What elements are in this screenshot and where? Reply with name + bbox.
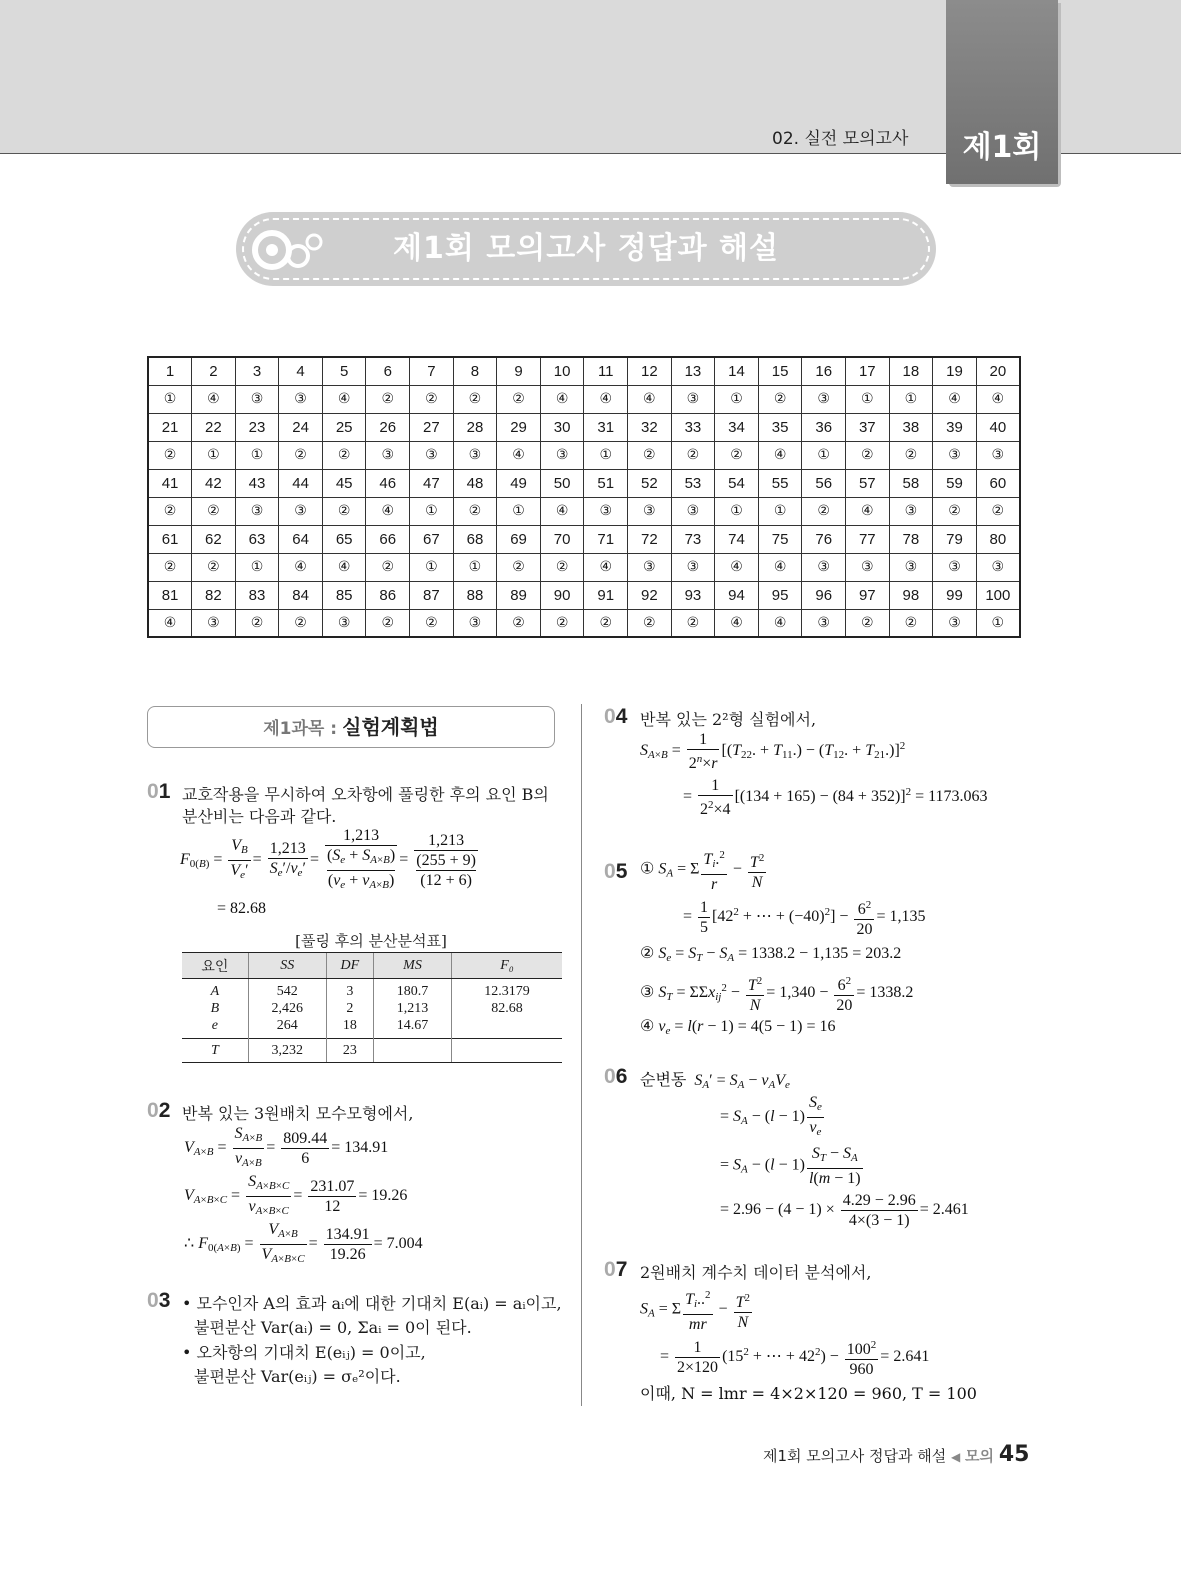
answer-cell: ④ [758,553,802,581]
anova-value: B [210,1001,220,1016]
round-tab-label: 제1회 [962,130,1042,165]
question-number-cell: 98 [889,581,933,609]
question-number-cell: 15 [758,357,802,385]
q04-text-line1: 반복 있는 2²형 실험에서, [640,710,817,729]
question-number-cell: 63 [235,525,279,553]
answer-cell: ② [410,609,454,637]
question-number-07: 07 [604,1258,628,1281]
question-number-cell: 43 [235,469,279,497]
q05-step1b: = $\frac{1}{5}$ [$42^2$ + ⋯ + $(-40)^2$] − $\frac{6^2}{20}$ = 1,135 [683,899,926,938]
question-number-cell: 76 [802,525,846,553]
question-number-cell: 91 [584,581,628,609]
answer-cell: ② [846,441,890,469]
answer-cell: ④ [192,385,236,413]
answer-cell: ③ [279,385,323,413]
answer-cell: ③ [802,609,846,637]
answer-grid [147,356,1021,638]
footer-text: 제1회 모의고사 정답과 해설 [763,1447,947,1465]
answer-cell: ③ [628,497,672,525]
answer-cell: ④ [279,553,323,581]
answer-cell: ④ [976,385,1020,413]
answer-cell: ① [715,497,759,525]
question-number-cell: 88 [453,581,497,609]
question-number-cell: 82 [192,581,236,609]
question-number-cell: 18 [889,357,933,385]
q07-formula-2: = $\frac{1}{2\times 120}$ ($15^2$ + ⋯ + $42^2$) − $\frac{100^2}{960}$ = 2.641 [660,1339,930,1378]
question-number-cell: 1 [148,357,192,385]
anova-total-cell [452,1039,562,1063]
anova-header-cell: 요인 [182,953,248,979]
q07-text-line1: 2원배치 계수치 데이터 분석에서, [640,1263,872,1282]
question-number-cell: 11 [584,357,628,385]
anova-column-cell [248,979,326,1039]
question-number-02: 02 [147,1099,171,1122]
answer-grid-answer-row [148,497,1020,525]
answer-cell: ② [497,553,541,581]
answer-cell: ① [802,441,846,469]
question-number-cell: 7 [410,357,454,385]
q04-formula-1: $S_{A\times B}$ = $\frac{1}{2^n\times r}$ [($T_{22}$. + $T_{11}.) - (T_{12}$. + $T_{21}.)]^2$ [640,731,906,772]
answer-grid-number-row [148,469,1020,497]
answer-cell: ④ [933,385,977,413]
answer-cell: ③ [802,553,846,581]
anova-header-cell: DF [326,953,373,979]
anova-total-cell: 3,232 [248,1039,326,1063]
question-number-cell: 8 [453,357,497,385]
question-number-cell: 38 [889,413,933,441]
anova-value: 1,213 [396,1001,429,1016]
question-number-cell: 73 [671,525,715,553]
answer-grid-answer-row [148,385,1020,413]
question-number-cell: 44 [279,469,323,497]
question-number-01: 01 [147,780,171,803]
question-number-cell: 32 [628,413,672,441]
subject-prefix: 제1과목 : [263,719,338,739]
question-number-cell: 89 [497,581,541,609]
answer-grid-number-row [148,581,1020,609]
question-number-cell: 16 [802,357,846,385]
question-number-03: 03 [147,1289,171,1312]
answer-cell: ② [279,609,323,637]
question-number-cell: 87 [410,581,454,609]
question-number-04: 04 [604,705,628,728]
answer-cell: ② [889,441,933,469]
question-number-cell: 49 [497,469,541,497]
answer-cell: ② [192,553,236,581]
answer-cell: ③ [453,609,497,637]
answer-cell: ② [889,609,933,637]
answer-cell: ① [976,609,1020,637]
question-number-cell: 94 [715,581,759,609]
question-number-cell: 59 [933,469,977,497]
answer-cell: ③ [322,609,366,637]
answer-cell: ① [497,497,541,525]
question-number-cell: 23 [235,413,279,441]
question-number-cell: 5 [322,357,366,385]
answer-cell: ① [235,441,279,469]
question-number-cell: 40 [976,413,1020,441]
question-number-cell: 20 [976,357,1020,385]
q03-bullet1-line2: 불편분산 Var(aᵢ) = 0, Σaᵢ = 0이 된다. [194,1318,472,1337]
answer-cell: ① [846,385,890,413]
answer-cell: ② [279,441,323,469]
q01-text-line1: 교호작용을 무시하여 오차항에 풀링한 후의 요인 B의 [182,785,549,804]
question-number-cell: 95 [758,581,802,609]
answer-cell: ④ [322,553,366,581]
question-number-cell: 80 [976,525,1020,553]
question-number-cell: 46 [366,469,410,497]
q07-note: 이때, N = lmr = 4×2×120 = 960, T = 100 [640,1384,977,1403]
answer-cell: ③ [279,497,323,525]
question-number-cell: 84 [279,581,323,609]
anova-total-cell: 23 [326,1039,373,1063]
question-number-cell: 85 [322,581,366,609]
anova-total-cell [373,1039,451,1063]
question-number-cell: 50 [540,469,584,497]
anova-value: 2,426 [271,1001,303,1016]
answer-cell: ③ [628,553,672,581]
question-number-cell: 21 [148,413,192,441]
anova-column-cell [373,979,451,1039]
answer-cell: ③ [584,497,628,525]
answer-cell: ③ [410,441,454,469]
answer-cell: ① [715,385,759,413]
question-number-cell: 34 [715,413,759,441]
question-number-cell: 67 [410,525,454,553]
anova-value: 14.67 [396,1018,429,1033]
answer-cell: ④ [322,385,366,413]
q02-formula-2: $V_{A\times B\times C}$ = $\frac{S_{A\times B\times C}}{\nu_{A\times B\times C}}$ = $\frac{231.07}{12}$ = 19.26 [184,1172,407,1221]
question-number-cell: 57 [846,469,890,497]
answer-cell: ② [366,553,410,581]
question-number-cell: 62 [192,525,236,553]
answer-cell: ④ [758,609,802,637]
q03-bullet2-line2: 불편분산 Var(eᵢⱼ) = σₑ²이다. [194,1367,401,1386]
question-number-cell: 56 [802,469,846,497]
question-number-cell: 79 [933,525,977,553]
question-number-cell: 74 [715,525,759,553]
question-number-cell: 86 [366,581,410,609]
q02-text-line1: 반복 있는 3원배치 모수모형에서, [182,1104,414,1123]
question-number-cell: 97 [846,581,890,609]
answer-cell: ③ [976,553,1020,581]
question-number-cell: 93 [671,581,715,609]
answer-cell: ④ [584,385,628,413]
q03-bullet1-line1: • 모수인자 A의 효과 aᵢ에 대한 기대치 E(aᵢ) = aᵢ이고, [182,1294,562,1313]
anova-value: 18 [342,1018,357,1033]
answer-cell: ② [802,497,846,525]
question-number-cell: 26 [366,413,410,441]
answer-cell: ④ [715,553,759,581]
answer-cell: ② [148,497,192,525]
question-number-cell: 10 [540,357,584,385]
answer-cell: ④ [758,441,802,469]
answer-cell: ② [366,385,410,413]
answer-cell: ② [671,441,715,469]
answer-cell: ③ [889,553,933,581]
anova-table [182,952,562,1063]
column-divider [581,704,582,1406]
title-banner [236,212,936,286]
question-number-cell: 61 [148,525,192,553]
question-number-cell: 75 [758,525,802,553]
page-title: 제1회 모의고사 정답과 해설 [393,231,779,266]
question-number-cell: 2 [192,357,236,385]
q02-formula-1: $V_{A\times B}$ = $\frac{S_{A\times B}}{\nu_{A\times B}}$ = $\frac{809.44}{6}$ = 134.91 [184,1124,388,1173]
question-number-cell: 9 [497,357,541,385]
answer-cell: ① [889,385,933,413]
question-number-cell: 42 [192,469,236,497]
answer-cell: ② [715,441,759,469]
question-number-cell: 31 [584,413,628,441]
answer-cell: ③ [671,385,715,413]
q06-formula-2: = $S_A - (l - 1)$ $\frac{S_e}{\nu_e}$ [720,1093,826,1142]
anova-value: 3 [346,984,354,999]
question-number-cell: 14 [715,357,759,385]
answer-cell: ② [235,609,279,637]
question-number-cell: 25 [322,413,366,441]
anova-table-title: [풀링 후의 분산분석표] [295,932,447,950]
subject-name: 실험계획법 [342,715,439,739]
q04-formula-2: = $\frac{1}{2^2\times 4}$ $[(134 + 165) - (84 + 352)]^2 = 1173.063$ [683,777,988,818]
question-number-cell: 65 [322,525,366,553]
question-number-cell: 99 [933,581,977,609]
answer-cell: ② [933,497,977,525]
question-number-cell: 4 [279,357,323,385]
answer-cell: ① [410,553,454,581]
question-number-cell: 69 [497,525,541,553]
answer-cell: ① [453,553,497,581]
question-number-06: 06 [604,1065,628,1088]
question-number-cell: 83 [235,581,279,609]
answer-cell: ① [192,441,236,469]
answer-cell: ③ [933,441,977,469]
question-number-cell: 36 [802,413,846,441]
q05-step2: ② $S_e = S_T - S_A = 1338.2 - 1,135 = 203.2$ [640,945,902,964]
anova-column-cell [182,979,248,1039]
question-number-cell: 77 [846,525,890,553]
question-number-cell: 53 [671,469,715,497]
answer-cell: ④ [540,385,584,413]
question-number-cell: 71 [584,525,628,553]
answer-cell: ② [410,385,454,413]
answer-cell: ④ [715,609,759,637]
answer-cell: ④ [497,441,541,469]
answer-cell: ② [671,609,715,637]
answer-grid-answer-row [148,609,1020,637]
anova-header-cell: MS [373,953,451,979]
q06-formula-1: 순변동 $S_A' = S_A - \nu_AV_e$ [640,1070,790,1091]
answer-cell: ② [628,609,672,637]
answer-grid-answer-row [148,441,1020,469]
answer-cell: ③ [933,553,977,581]
section-label: 02. 실전 모의고사 [772,129,909,149]
answer-cell: ③ [802,385,846,413]
question-number-cell: 6 [366,357,410,385]
q05-step3: ③ $S_T = \Sigma\Sigma x_{ij}^2$ − $\frac{T^2}{N}$ = 1,340 − $\frac{6^2}{20}$ = 1338.2 [640,975,914,1014]
page-number: 45 [998,1442,1030,1467]
answer-cell: ② [148,553,192,581]
answer-cell: ③ [933,609,977,637]
question-number-cell: 48 [453,469,497,497]
answer-cell: ④ [366,497,410,525]
question-number-cell: 41 [148,469,192,497]
question-number-cell: 13 [671,357,715,385]
anova-value: 264 [276,1018,298,1033]
answer-cell: ④ [584,553,628,581]
footer-label: 모의 [965,1447,995,1465]
q07-formula-1: $S_A = \Sigma$ $\frac{T_i..^2}{mr}$ − $\frac{T^2}{N}$ [640,1289,750,1333]
q01-text-line2: 분산비는 다음과 같다. [182,807,337,826]
answer-cell: ② [453,497,497,525]
answer-cell: ④ [148,609,192,637]
answer-cell: ③ [366,441,410,469]
answer-cell: ② [497,385,541,413]
question-number-cell: 78 [889,525,933,553]
question-number-cell: 72 [628,525,672,553]
answer-cell: ③ [846,553,890,581]
q05-step1: ① $S_A = \Sigma$ $\frac{T_i.^2}{r}$ − $\frac{T^2}{N}$ [640,849,765,893]
answer-cell: ③ [671,497,715,525]
answer-cell: ③ [889,497,933,525]
question-number-cell: 100 [976,581,1020,609]
answer-grid-number-row [148,357,1020,385]
answer-cell: ④ [540,497,584,525]
answer-cell: ② [540,553,584,581]
q02-formula-3: ∴ $F_{0(A\times B)}$ = $\frac{V_{A\times B}}{V_{A\times B\times C}}$ = $\frac{134.91}{19.26}$ = 7.004 [184,1220,423,1269]
question-number-cell: 45 [322,469,366,497]
answer-cell: ② [148,441,192,469]
anova-value: 2 [346,1001,354,1016]
footer-arrow-icon: ◀ [951,1450,961,1464]
answer-cell: ③ [453,441,497,469]
answer-cell: ② [584,609,628,637]
answer-cell: ② [453,385,497,413]
question-number-cell: 47 [410,469,454,497]
answer-grid-number-row [148,413,1020,441]
subject-header [147,706,555,748]
question-number-cell: 17 [846,357,890,385]
question-number-cell: 55 [758,469,802,497]
question-number-cell: 37 [846,413,890,441]
answer-cell: ① [410,497,454,525]
anova-value: 12.3179 [484,984,530,999]
question-number-cell: 70 [540,525,584,553]
answer-grid-answer-row [148,553,1020,581]
question-number-cell: 81 [148,581,192,609]
answer-cell: ② [322,497,366,525]
anova-header-cell: SS [248,953,326,979]
answer-cell: ④ [628,385,672,413]
q05-step4: ④ $\nu_e = l(r - 1) = 4(5 - 1) = 16$ [640,1018,836,1037]
answer-cell: ② [628,441,672,469]
anova-value: 542 [276,984,298,999]
anova-total-cell: T [182,1039,248,1063]
question-number-cell: 52 [628,469,672,497]
question-number-cell: 29 [497,413,541,441]
question-number-cell: 19 [933,357,977,385]
question-number-cell: 27 [410,413,454,441]
anova-value: A [210,984,220,999]
answer-cell: ③ [192,609,236,637]
question-number-05: 05 [604,860,628,883]
question-number-cell: 54 [715,469,759,497]
answer-cell: ① [148,385,192,413]
answer-cell: ① [584,441,628,469]
answer-cell: ③ [235,385,279,413]
question-number-cell: 51 [584,469,628,497]
answer-cell: ④ [846,497,890,525]
answer-cell: ① [758,497,802,525]
anova-value: 180.7 [396,984,429,999]
question-number-cell: 96 [802,581,846,609]
anova-value: 82.68 [491,1001,523,1016]
anova-value [452,1017,562,1034]
answer-cell: ② [322,441,366,469]
q06-formula-4: = 2.96 − (4 − 1) × $\frac{4.29 - 2.96}{4\times(3 - 1)}$ = 2.461 [720,1192,969,1229]
round-tab [946,0,1058,184]
q06-formula-3: = $S_A - (l - 1)$ $\frac{S_T - S_A}{l(m - 1)}$ [720,1145,861,1187]
question-number-cell: 60 [976,469,1020,497]
question-number-cell: 3 [235,357,279,385]
question-number-cell: 35 [758,413,802,441]
answer-cell: ③ [235,497,279,525]
question-number-cell: 28 [453,413,497,441]
anova-header-cell: F₀ [452,953,562,979]
answer-cell: ② [540,609,584,637]
answer-cell: ① [235,553,279,581]
question-number-cell: 22 [192,413,236,441]
question-number-cell: 66 [366,525,410,553]
question-number-cell: 68 [453,525,497,553]
q03-bullet2-line1: • 오차항의 기대치 E(eᵢⱼ) = 0이고, [182,1343,426,1362]
question-number-cell: 58 [889,469,933,497]
question-number-cell: 92 [628,581,672,609]
question-number-cell: 12 [628,357,672,385]
answer-cell: ② [976,497,1020,525]
answer-cell: ③ [671,553,715,581]
q01-result: = 82.68 [217,900,267,917]
question-number-cell: 90 [540,581,584,609]
q06-lead: 순변동 [640,1070,687,1089]
question-number-cell: 64 [279,525,323,553]
answer-cell: ② [758,385,802,413]
anova-column-cell [452,979,562,1039]
page-footer [763,1442,1029,1467]
anova-value: e [211,1018,218,1033]
answer-cell: ③ [540,441,584,469]
circles-logo-icon [250,226,330,274]
anova-column-cell [326,979,373,1039]
question-number-cell: 30 [540,413,584,441]
answer-cell: ② [366,609,410,637]
question-number-cell: 33 [671,413,715,441]
answer-cell: ② [846,609,890,637]
question-number-cell: 24 [279,413,323,441]
answer-cell: ② [192,497,236,525]
answer-grid-number-row [148,525,1020,553]
answer-cell: ② [497,609,541,637]
question-number-cell: 39 [933,413,977,441]
q01-formula: $F_{0(B)}$ = $\frac{V_B}{V_e'}$ = $\frac{1,213}{S_e'/\nu_e'}$ = 1,213 $(S_e + S_{A\times B})$ $(\nu_e + \nu_{A\times B})$ = 1,213 (255 + 9) (12 + 6) [180,826,480,895]
answer-cell: ③ [976,441,1020,469]
